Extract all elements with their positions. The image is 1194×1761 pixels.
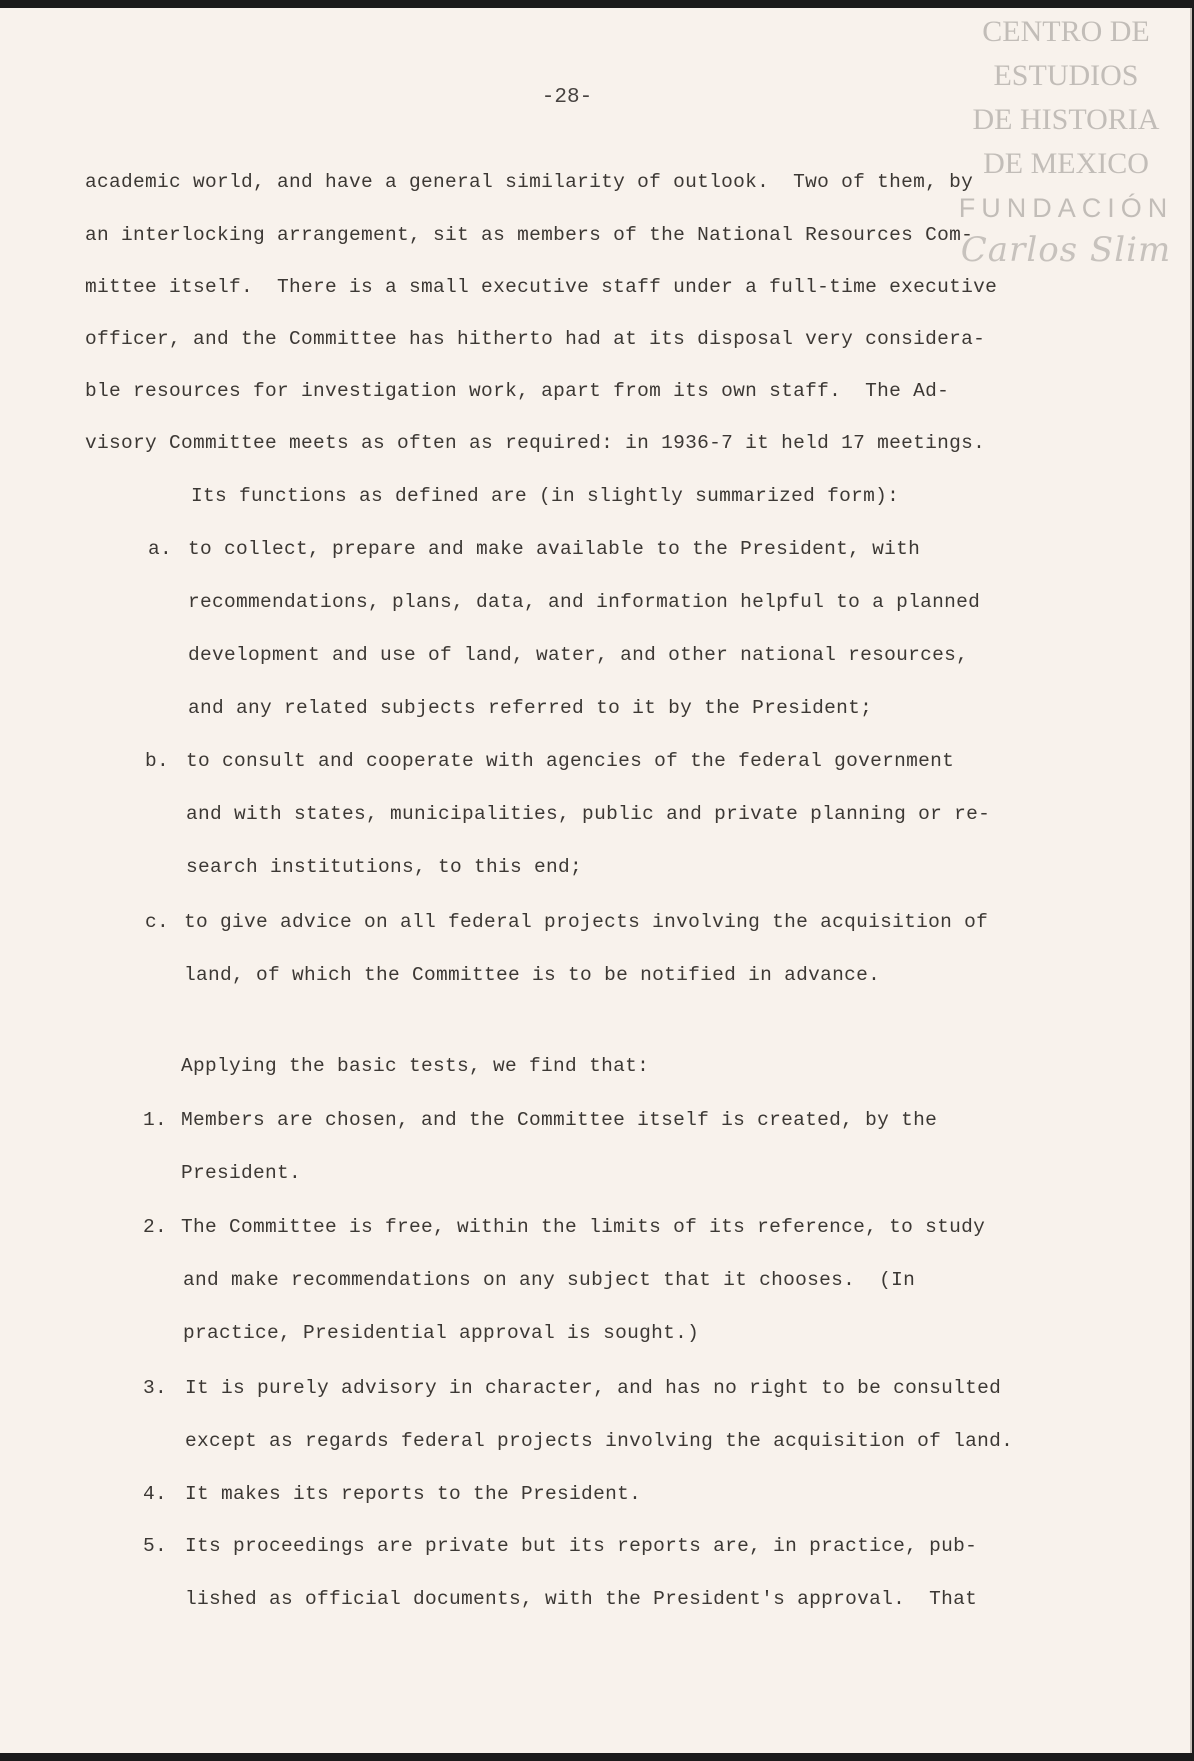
list-label: c. (145, 911, 170, 933)
watermark-line: CENTRO DE (982, 15, 1150, 48)
functions-intro: Its functions as defined are (in slightly summarized form): (191, 485, 900, 507)
tests-intro: Applying the basic tests, we find that: (181, 1055, 650, 1077)
archive-watermark (952, 10, 1180, 270)
list-item-line: except as regards federal projects involving the acquisition of land. (185, 1430, 1014, 1452)
body-line: ble resources for investigation work, apart from its own staff. The Ad- (85, 380, 950, 402)
list-label: 5. (143, 1535, 168, 1557)
list-item-line: It makes its reports to the President. (185, 1483, 642, 1505)
list-label: 1. (143, 1109, 168, 1131)
list-label: 4. (143, 1483, 168, 1505)
page-number: -28- (541, 86, 593, 109)
list-item-line: It is purely advisory in character, and has no right to be consulted (185, 1377, 1002, 1399)
watermark-line: DE HISTORIA (972, 103, 1160, 136)
list-item-line: Its proceedings are private but its reports are, in practice, pub- (185, 1535, 978, 1557)
list-item-line: lished as official documents, with the President's approval. That (185, 1588, 978, 1610)
list-item-line: to consult and cooperate with agencies of the federal government (186, 750, 955, 772)
list-label: 2. (143, 1216, 168, 1238)
body-line: mittee itself. There is a small executive staff under a full-time executive (85, 276, 998, 298)
list-item-line: and make recommendations on any subject that it chooses. (In (183, 1269, 916, 1291)
list-item-line: practice, Presidential approval is sought.) (183, 1322, 700, 1344)
watermark-signature: Carlos Slim (960, 230, 1172, 270)
body-line: visory Committee meets as often as required: in 1936-7 it held 17 meetings. (85, 432, 986, 454)
list-item-line: recommendations, plans, data, and information helpful to a planned (188, 591, 981, 613)
list-label: a. (148, 538, 173, 560)
list-item-line: search institutions, to this end; (186, 856, 583, 878)
body-line: officer, and the Committee has hitherto had at its disposal very considera- (85, 328, 986, 350)
list-item-line: The Committee is free, within the limits of its reference, to study (181, 1216, 986, 1238)
list-label: 3. (143, 1377, 168, 1399)
list-item-line: development and use of land, water, and other national resources, (188, 644, 969, 666)
watermark-line: DE MEXICO (983, 147, 1149, 180)
document-page (0, 8, 1192, 1753)
watermark-line: ESTUDIOS (993, 59, 1139, 92)
list-item-line: and any related subjects referred to it by the President; (188, 697, 873, 719)
list-item-line: to give advice on all federal projects involving the acquisition of (184, 911, 989, 933)
list-item-line: land, of which the Committee is to be notified in advance. (184, 964, 881, 986)
body-line: an interlocking arrangement, sit as members of the National Resources Com- (85, 224, 974, 246)
watermark-line: FUNDACIÓN (958, 193, 1174, 223)
list-label: b. (145, 750, 170, 772)
list-item-line: President. (181, 1162, 302, 1184)
list-item-line: and with states, municipalities, public and private planning or re- (186, 803, 991, 825)
body-line: academic world, and have a general similarity of outlook. Two of them, by (85, 171, 974, 193)
list-item-line: Members are chosen, and the Committee itself is created, by the (181, 1109, 938, 1131)
list-item-line: to collect, prepare and make available to the President, with (188, 538, 921, 560)
